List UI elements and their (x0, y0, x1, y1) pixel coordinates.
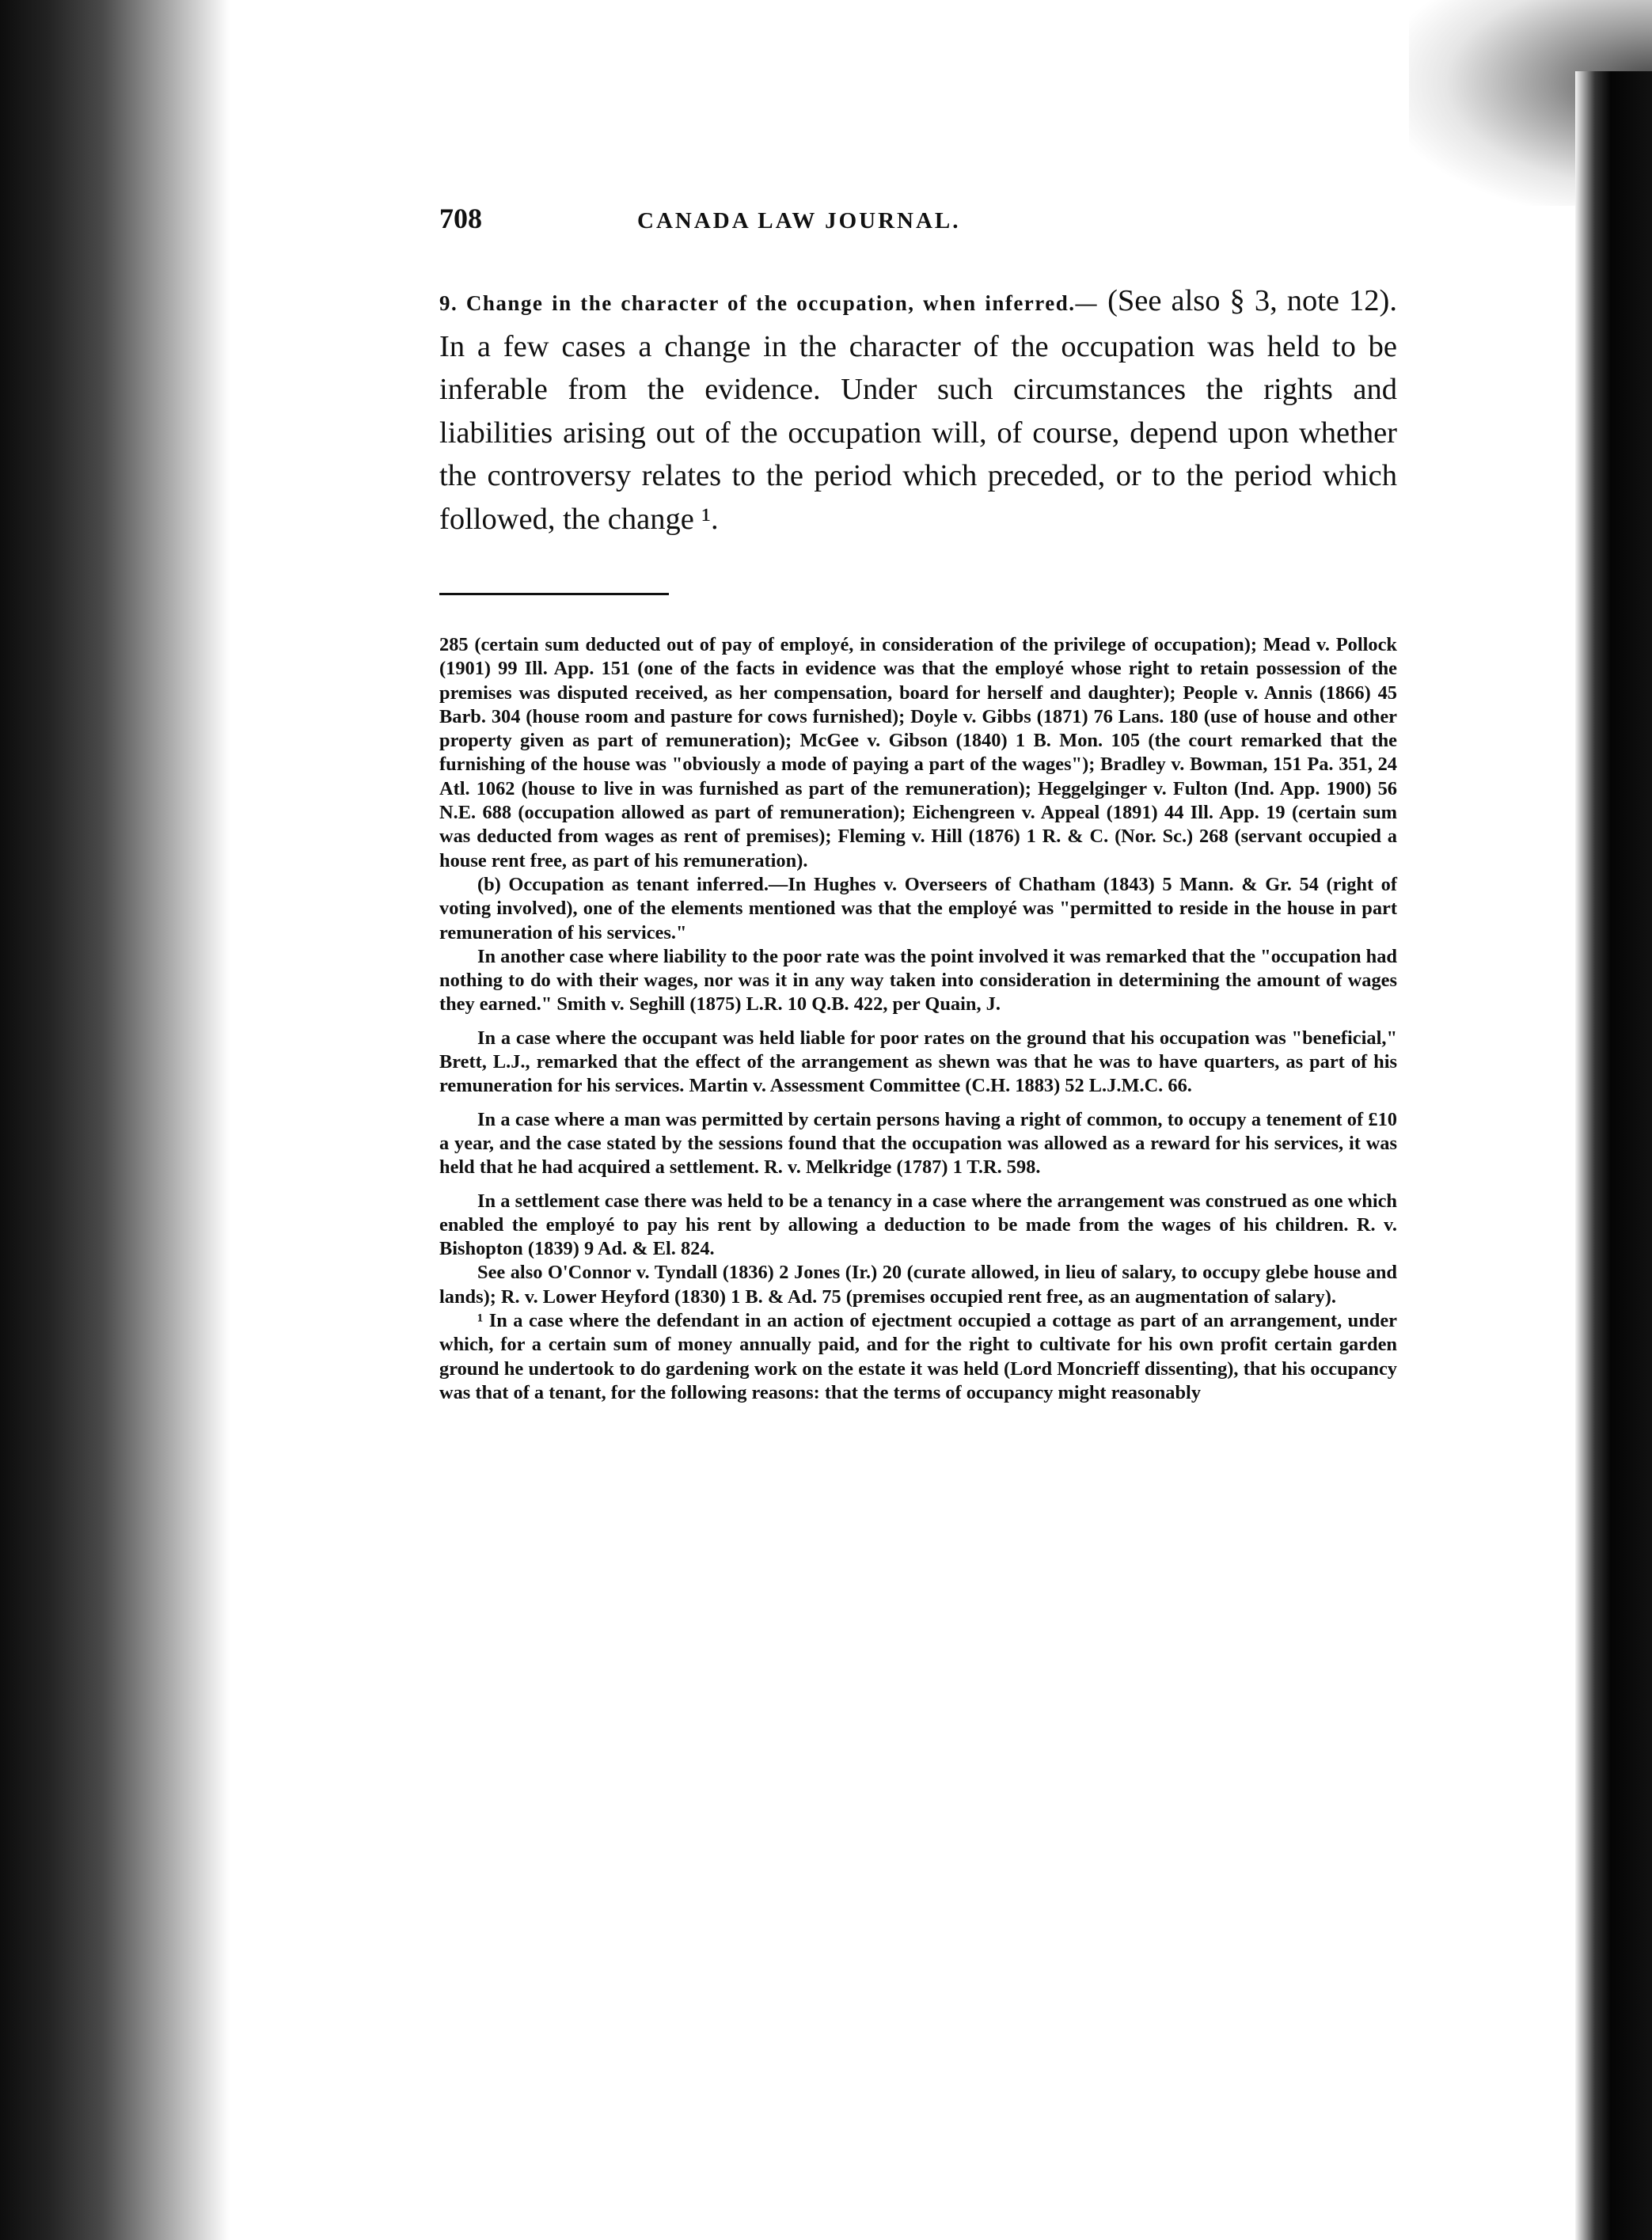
document-page (439, 202, 1397, 1405)
footnote-paragraph: In a case where the occupant was held liable for poor rates on the ground that his occupation was "beneficial," Brett, L.J., remarked that the effect of the arrangement as shewn was that he was to have quarters, as part of his remuneration for his services. Martin v. Assessment Committee (C.H. 1883) 52 L.J.M.C. 66. (439, 1027, 1397, 1097)
page-number: 708 (439, 203, 482, 234)
running-head: CANADA LAW JOURNAL. (637, 208, 961, 233)
section-paragraph (439, 279, 1397, 541)
footnote-paragraph: See also O'Connor v. Tyndall (1836) 2 Jones (Ir.) 20 (curate allowed, in lieu of salary, to occupy glebe house and lands); R. v. Lower Heyford (1830) 1 B. & Ad. 75 (premises occupied rent free, as an augmentation of salary). (439, 1262, 1397, 1308)
scan-edge-shadow-right (1575, 71, 1652, 2240)
footnote-paragraph: ¹ In a case where the defendant in an action of ejectment occupied a cottage as part of an arrangement, under which, for a certain sum of money annually paid, and for the right to cultivate for his own profit certain garden ground he undertook to do gardening work on the estate it was held (Lord Moncrieff dissenting), that his occupancy was that of a tenant, for the following reasons: that the terms of occupancy might reasonably (439, 1310, 1397, 1403)
footnote-paragraph: In a case where a man was permitted by certain persons having a right of common, to occupy a tenement of £10 a year, and the case stated by the sessions found that the occupation was allowed as a reward for his services, it was held that he had acquired a settlement. R. v. Melkridge (1787) 1 T.R. 598. (439, 1108, 1397, 1179)
footnote-paragraph: (b) Occupation as tenant inferred.—In Hughes v. Overseers of Chatham (1843) 5 Mann. & Gr. 54 (right of voting involved), one of the elements mentioned was that the employé was "permitted to reside in the house in part remuneration of his services." (439, 873, 1397, 943)
footnote-rule (439, 593, 669, 595)
footnote-paragraph: In a settlement case there was held to be a tenancy in a case where the arrangement was construed as one which enabled the employé to pay his rent by allowing a deduction to be made from the wages of his children. R. v. Bishopton (1839) 9 Ad. & El. 824. (439, 1190, 1397, 1260)
section-body: (See also § 3, note 12). In a few cases a change in the character of the occupation was held to be inferable from the evidence. Under such circumstances the rights and liabilities arising out of the occupation will, of course, depend upon whether the controversy relates to the period which preceded, or to the period which followed, the change ¹. (439, 284, 1397, 536)
scan-edge-shadow-left (0, 0, 230, 2240)
footnote-paragraph: In another case where liability to the poor rate was the point involved it was remarked that the "occupation had nothing to do with their wages, nor was it in any way taken into consideration in determining the amount of wages they earned." Smith v. Seghill (1875) L.R. 10 Q.B. 422, per Quain, J. (439, 945, 1397, 1016)
page-header (439, 202, 1397, 249)
footnote-paragraph: 285 (certain sum deducted out of pay of employé, in consideration of the privilege of occupation); Mead v. Pollock (1901) 99 Ill. App. 151 (one of the facts in evidence was that the employé whose right to retain possession of the premises was disputed received, as her compensation, board for herself and daughter); People v. Annis (1866) 45 Barb. 304 (house room and pasture for cows furnished); Doyle v. Gibbs (1871) 76 Lans. 180 (use of house and other property given as part of remuneration); McGee v. Gibson (1840) 1 B. Mon. 105 (the court remarked that the furnishing of the house was "obviously a mode of paying a part of the wages"); Bradley v. Bowman, 151 Pa. 351, 24 Atl. 1062 (house to live in was furnished as part of the remuneration); Heggelginger v. Fulton (Ind. App. 1900) 56 N.E. 688 (occupation allowed as part of remuneration); Eichengreen v. Appeal (1891) 44 Ill. App. 19 (certain sum was deducted from wages as rent of premises); Fleming v. Hill (1876) 1 R. & C. (Nor. Sc.) 268 (servant occupied a house rent free, as part of his remuneration). (439, 634, 1397, 871)
section-heading: 9. Change in the character of the occupation, when inferred.— (439, 291, 1099, 315)
footnotes (439, 633, 1397, 1405)
